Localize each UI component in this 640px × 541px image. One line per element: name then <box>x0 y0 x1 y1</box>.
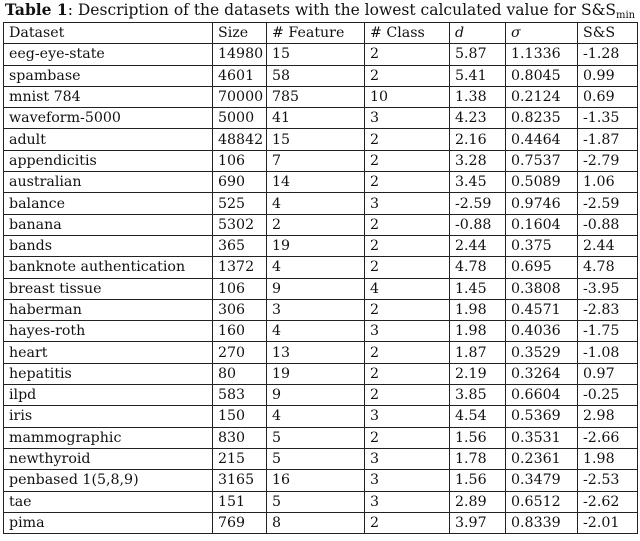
table-cell: 2 <box>365 65 450 86</box>
table-cell: 4 <box>267 193 365 214</box>
table-cell: 3 <box>365 448 450 469</box>
table-cell: 7 <box>267 150 365 171</box>
table-cell: -1.28 <box>578 44 638 65</box>
table-row <box>4 86 638 107</box>
table-cell: 1372 <box>213 257 267 278</box>
table-cell: -0.25 <box>578 385 638 406</box>
table-cell: 4 <box>267 257 365 278</box>
table-cell: 1.98 <box>578 448 638 469</box>
table-cell: 160 <box>213 321 267 342</box>
table-cell: 4 <box>267 321 365 342</box>
table-cell: 306 <box>213 299 267 320</box>
table-cell: 2.98 <box>578 406 638 427</box>
table-cell: 2.44 <box>450 235 506 256</box>
table-cell: -2.83 <box>578 299 638 320</box>
table-row <box>4 150 638 171</box>
table-cell: 3.97 <box>450 512 506 533</box>
table-cell: 1.56 <box>450 470 506 491</box>
table-cell: 0.3808 <box>506 278 578 299</box>
table-cell: 0.2361 <box>506 448 578 469</box>
header-cell: σ <box>506 23 578 44</box>
table-cell: bands <box>4 235 213 256</box>
table-cell: -1.08 <box>578 342 638 363</box>
table-cell: 215 <box>213 448 267 469</box>
table-cell: 0.6604 <box>506 385 578 406</box>
table-cell: 5.41 <box>450 65 506 86</box>
table-cell: 19 <box>267 363 365 384</box>
caption-text: : Description of the datasets with the lowest calculated value for S&S <box>67 1 616 19</box>
table-cell: 58 <box>267 65 365 86</box>
table-cell: haberman <box>4 299 213 320</box>
table-cell: 5 <box>267 448 365 469</box>
table-cell: 2 <box>365 342 450 363</box>
table-row <box>4 470 638 491</box>
table-cell: 0.8339 <box>506 512 578 533</box>
table-body <box>4 44 638 534</box>
table-cell: -0.88 <box>450 214 506 235</box>
table-cell: 2 <box>365 385 450 406</box>
table-cell: 1.98 <box>450 299 506 320</box>
table-cell: 3.28 <box>450 150 506 171</box>
table-cell: 5.87 <box>450 44 506 65</box>
table-cell: 2 <box>365 44 450 65</box>
table-row <box>4 235 638 256</box>
table-cell: 365 <box>213 235 267 256</box>
caption-label: Table 1 <box>4 0 68 19</box>
table-cell: hepatitis <box>4 363 213 384</box>
table-cell: -2.01 <box>578 512 638 533</box>
table-cell: iris <box>4 406 213 427</box>
table-cell: 0.99 <box>578 65 638 86</box>
table-cell: 0.3531 <box>506 427 578 448</box>
table-cell: 106 <box>213 150 267 171</box>
table-cell: waveform-5000 <box>4 108 213 129</box>
header-cell: # Feature <box>267 23 365 44</box>
table-cell: 0.7537 <box>506 150 578 171</box>
table-cell: 0.3264 <box>506 363 578 384</box>
table-cell: 2 <box>365 129 450 150</box>
table-row <box>4 129 638 150</box>
table-cell: 3.85 <box>450 385 506 406</box>
table-row <box>4 512 638 533</box>
table-cell: 1.78 <box>450 448 506 469</box>
table-cell: 0.5369 <box>506 406 578 427</box>
table-cell: 3 <box>365 491 450 512</box>
table-row <box>4 427 638 448</box>
table-cell: 0.97 <box>578 363 638 384</box>
table-cell: 0.1604 <box>506 214 578 235</box>
table-cell: 151 <box>213 491 267 512</box>
table-cell: eeg-eye-state <box>4 44 213 65</box>
table-cell: 0.4464 <box>506 129 578 150</box>
table-cell: 15 <box>267 129 365 150</box>
table-cell: 4 <box>365 278 450 299</box>
table-cell: 5 <box>267 427 365 448</box>
table-cell: pima <box>4 512 213 533</box>
table-cell: 3 <box>365 193 450 214</box>
table-cell: 583 <box>213 385 267 406</box>
table-row <box>4 44 638 65</box>
table-cell: 13 <box>267 342 365 363</box>
table-row <box>4 278 638 299</box>
table-cell: 1.45 <box>450 278 506 299</box>
table-cell: 2 <box>365 299 450 320</box>
table-cell: 2.44 <box>578 235 638 256</box>
table-cell: 19 <box>267 235 365 256</box>
table-cell: newthyroid <box>4 448 213 469</box>
table-cell: 2 <box>365 214 450 235</box>
table-cell: 830 <box>213 427 267 448</box>
table-cell: 1.06 <box>578 172 638 193</box>
table-cell: 0.375 <box>506 235 578 256</box>
table-cell: 2.89 <box>450 491 506 512</box>
table-cell: 48842 <box>213 129 267 150</box>
table-cell: 1.38 <box>450 86 506 107</box>
table-cell: adult <box>4 129 213 150</box>
table-cell: 4 <box>267 406 365 427</box>
table-cell: -2.62 <box>578 491 638 512</box>
table-cell: 2 <box>267 214 365 235</box>
table-caption <box>0 0 640 20</box>
table-cell: -1.35 <box>578 108 638 129</box>
table-cell: appendicitis <box>4 150 213 171</box>
table-cell: banknote authentication <box>4 257 213 278</box>
table-cell: 80 <box>213 363 267 384</box>
table-cell: 0.8235 <box>506 108 578 129</box>
table-row <box>4 257 638 278</box>
header-cell: S&S <box>578 23 638 44</box>
table-row <box>4 299 638 320</box>
table-cell: heart <box>4 342 213 363</box>
table-cell: 9 <box>267 385 365 406</box>
table-cell: 5 <box>267 491 365 512</box>
table-cell: mnist 784 <box>4 86 213 107</box>
table-cell: 3 <box>365 406 450 427</box>
table-cell: penbased 1(5,8,9) <box>4 470 213 491</box>
table-cell: 2 <box>365 257 450 278</box>
table-cell: -2.59 <box>450 193 506 214</box>
table-cell: 3165 <box>213 470 267 491</box>
table-cell: 0.2124 <box>506 86 578 107</box>
table-cell: -1.87 <box>578 129 638 150</box>
table-cell: -0.88 <box>578 214 638 235</box>
table-cell: 0.6512 <box>506 491 578 512</box>
table-cell: 270 <box>213 342 267 363</box>
table-cell: 15 <box>267 44 365 65</box>
table-cell: 41 <box>267 108 365 129</box>
table-row <box>4 385 638 406</box>
table-row <box>4 193 638 214</box>
table-cell: 4601 <box>213 65 267 86</box>
table-cell: 0.5089 <box>506 172 578 193</box>
table-cell: 3.45 <box>450 172 506 193</box>
table-row <box>4 172 638 193</box>
header-cell: # Class <box>365 23 450 44</box>
table-cell: 769 <box>213 512 267 533</box>
table-cell: 0.3529 <box>506 342 578 363</box>
table-cell: 1.1336 <box>506 44 578 65</box>
table-cell: 3 <box>365 321 450 342</box>
table-cell: 5000 <box>213 108 267 129</box>
table-cell: 70000 <box>213 86 267 107</box>
table-cell: 14 <box>267 172 365 193</box>
table-cell: 2 <box>365 512 450 533</box>
header-row <box>4 23 638 44</box>
table-cell: 525 <box>213 193 267 214</box>
table-cell: hayes-roth <box>4 321 213 342</box>
header-cell: Size <box>213 23 267 44</box>
table-cell: 14980 <box>213 44 267 65</box>
table-cell: 3 <box>365 470 450 491</box>
table-cell: 16 <box>267 470 365 491</box>
table-cell: 1.98 <box>450 321 506 342</box>
table-cell: -2.53 <box>578 470 638 491</box>
table-cell: 2.19 <box>450 363 506 384</box>
table-cell: australian <box>4 172 213 193</box>
table-cell: 0.9746 <box>506 193 578 214</box>
table-cell: 4.54 <box>450 406 506 427</box>
table-cell: balance <box>4 193 213 214</box>
table-cell: 2.16 <box>450 129 506 150</box>
datasets-table <box>3 22 638 534</box>
table-cell: -1.75 <box>578 321 638 342</box>
table-cell: 106 <box>213 278 267 299</box>
table-cell: 5302 <box>213 214 267 235</box>
table-cell: 4.78 <box>450 257 506 278</box>
table-cell: 2 <box>365 172 450 193</box>
table-cell: tae <box>4 491 213 512</box>
table-cell: 0.8045 <box>506 65 578 86</box>
table-cell: 0.69 <box>578 86 638 107</box>
table-cell: banana <box>4 214 213 235</box>
table-cell: 2 <box>365 427 450 448</box>
caption-subscript: min <box>616 10 636 21</box>
table-row <box>4 363 638 384</box>
table-row <box>4 321 638 342</box>
table-cell: mammographic <box>4 427 213 448</box>
table-cell: 3 <box>267 299 365 320</box>
table-cell: -2.79 <box>578 150 638 171</box>
table-row <box>4 342 638 363</box>
header-cell: Dataset <box>4 23 213 44</box>
table-cell: -3.95 <box>578 278 638 299</box>
table-cell: 1.87 <box>450 342 506 363</box>
table-cell: 1.56 <box>450 427 506 448</box>
table-cell: 4.23 <box>450 108 506 129</box>
table-row <box>4 214 638 235</box>
table-row <box>4 406 638 427</box>
table-cell: spambase <box>4 65 213 86</box>
table-row <box>4 448 638 469</box>
table-cell: -2.59 <box>578 193 638 214</box>
table-cell: 3 <box>365 108 450 129</box>
table-cell: 2 <box>365 235 450 256</box>
table-cell: 0.695 <box>506 257 578 278</box>
table-cell: 8 <box>267 512 365 533</box>
table-cell: 690 <box>213 172 267 193</box>
table-cell: 0.3479 <box>506 470 578 491</box>
table-row <box>4 108 638 129</box>
table-row <box>4 491 638 512</box>
header-cell: d <box>450 23 506 44</box>
table-cell: breast tissue <box>4 278 213 299</box>
table-cell: ilpd <box>4 385 213 406</box>
table-cell: 785 <box>267 86 365 107</box>
table-cell: 2 <box>365 363 450 384</box>
table-cell: 10 <box>365 86 450 107</box>
table-cell: 4.78 <box>578 257 638 278</box>
table-cell: 9 <box>267 278 365 299</box>
table-cell: 150 <box>213 406 267 427</box>
table-cell: 0.4571 <box>506 299 578 320</box>
table-cell: -2.66 <box>578 427 638 448</box>
table-cell: 0.4036 <box>506 321 578 342</box>
table-row <box>4 65 638 86</box>
table-cell: 2 <box>365 150 450 171</box>
